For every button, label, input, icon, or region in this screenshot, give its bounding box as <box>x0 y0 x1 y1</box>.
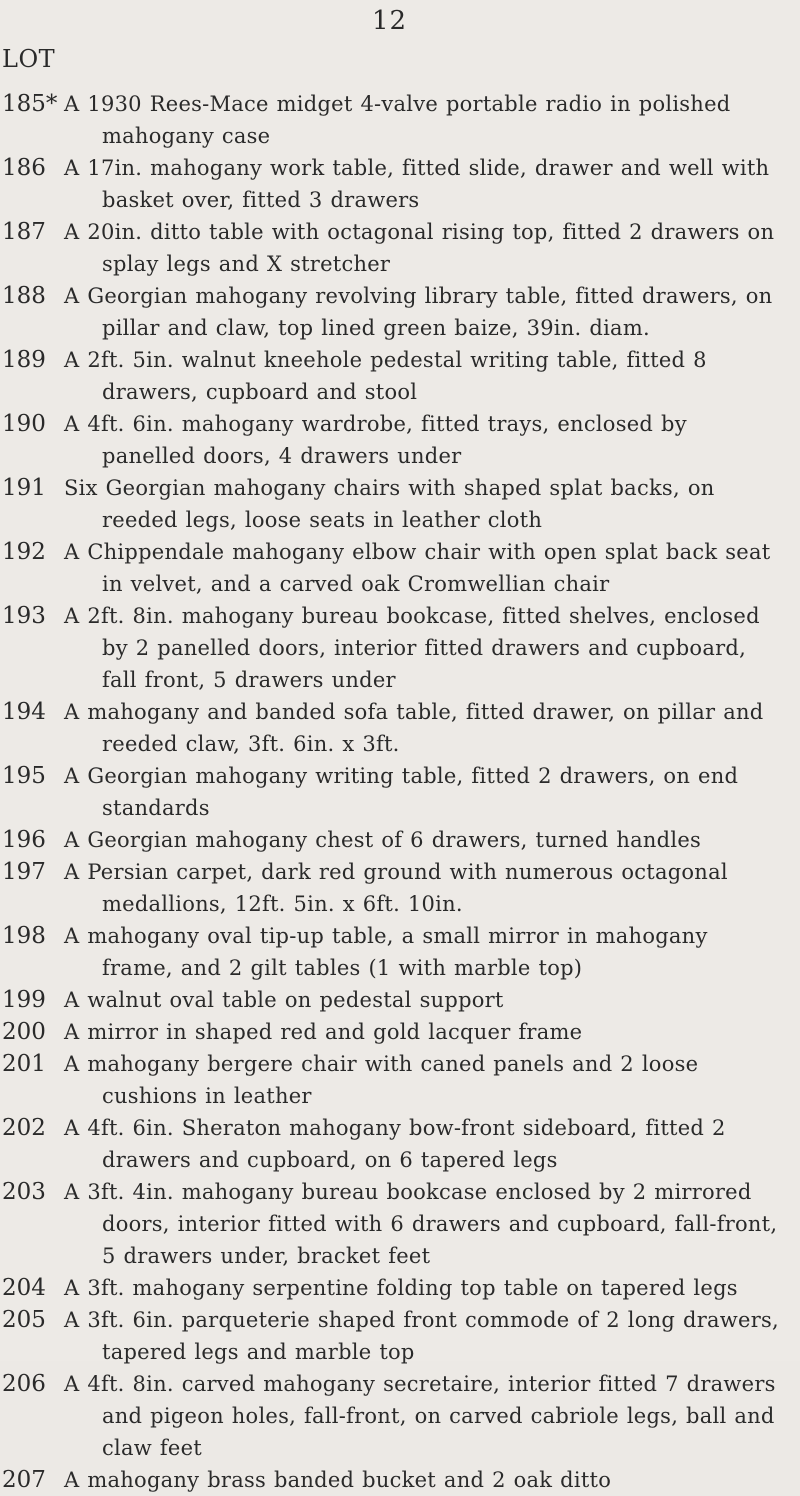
lot-entry <box>0 920 800 984</box>
lot-number: 199 <box>2 987 46 1013</box>
lot-description: A mahogany brass banded bucket and 2 oak ditto <box>64 1468 612 1492</box>
lot-entry <box>0 1048 800 1112</box>
lot-description: A Persian carpet, dark red ground with numerous octagonal medallions, 12ft. 5in. x 6ft. 10in. <box>64 860 728 916</box>
lot-number: 193 <box>2 603 46 629</box>
lot-description: A mahogany bergere chair with caned panels and 2 loose cushions in leather <box>64 1052 699 1108</box>
lot-entry <box>0 472 800 536</box>
lot-number: 195 <box>2 763 46 789</box>
lot-number: 203 <box>2 1179 46 1205</box>
lot-entry <box>0 600 800 696</box>
lot-number: 197 <box>2 859 46 885</box>
lot-number: 191 <box>2 475 46 501</box>
lot-number: 188 <box>2 283 46 309</box>
lot-list <box>0 88 800 1496</box>
lot-entry <box>0 1112 800 1176</box>
lot-description: A 17in. mahogany work table, fitted slide, drawer and well with basket over, fitted 3 drawers <box>64 156 770 212</box>
lot-description: A 4ft. 6in. mahogany wardrobe, fitted trays, enclosed by panelled doors, 4 drawers under <box>64 412 687 468</box>
lot-entry <box>0 536 800 600</box>
lot-entry <box>0 344 800 408</box>
lot-description: A walnut oval table on pedestal support <box>64 988 504 1012</box>
lot-entry <box>0 152 800 216</box>
lot-description: A 2ft. 8in. mahogany bureau bookcase, fitted shelves, enclosed by 2 panelled doors, interior fitted drawers and cupboard, fall front, 5 drawers under <box>64 604 760 692</box>
lot-number: 207 <box>2 1467 46 1493</box>
lot-description: A mahogany oval tip-up table, a small mirror in mahogany frame, and 2 gilt tables (1 with marble top) <box>64 924 708 980</box>
lot-description: A 4ft. 6in. Sheraton mahogany bow-front sideboard, fitted 2 drawers and cupboard, on 6 tapered legs <box>64 1116 726 1172</box>
lot-description: A 4ft. 8in. carved mahogany secretaire, interior fitted 7 drawers and pigeon holes, fall-front, on carved cabriole legs, ball and claw feet <box>64 1372 776 1460</box>
lot-description: A Georgian mahogany revolving library table, fitted drawers, on pillar and claw, top lined green baize, 39in. diam. <box>64 284 773 340</box>
lot-entry <box>0 1016 800 1048</box>
lot-entry <box>0 1464 800 1496</box>
lot-entry <box>0 760 800 824</box>
lot-entry <box>0 216 800 280</box>
lot-entry <box>0 696 800 760</box>
lot-entry <box>0 824 800 856</box>
lot-entry <box>0 1304 800 1368</box>
lot-number: 189 <box>2 347 46 373</box>
lot-description: A Chippendale mahogany elbow chair with open splat back seat in velvet, and a carved oak Cromwellian chair <box>64 540 771 596</box>
lot-number: 200 <box>2 1019 46 1045</box>
lot-description: Six Georgian mahogany chairs with shaped splat backs, on reeded legs, loose seats in leather cloth <box>64 476 715 532</box>
lot-description: A mahogany and banded sofa table, fitted drawer, on pillar and reeded claw, 3ft. 6in. x 3ft. <box>64 700 764 756</box>
lot-number: 187 <box>2 219 46 245</box>
lot-number: 206 <box>2 1371 46 1397</box>
lot-description: A Georgian mahogany writing table, fitted 2 drawers, on end standards <box>64 764 739 820</box>
lot-description: A 20in. ditto table with octagonal rising top, fitted 2 drawers on splay legs and X stretcher <box>64 220 775 276</box>
lot-entry <box>0 1272 800 1304</box>
lot-number: 185* <box>2 91 58 117</box>
lot-entry <box>0 1176 800 1272</box>
lot-description: A 1930 Rees-Mace midget 4-valve portable radio in polished mahogany case <box>64 92 731 148</box>
lot-entry <box>0 856 800 920</box>
lot-description: A 3ft. mahogany serpentine folding top table on tapered legs <box>64 1276 738 1300</box>
lot-description: A 2ft. 5in. walnut kneehole pedestal writing table, fitted 8 drawers, cupboard and stool <box>64 348 707 404</box>
lot-number: 186 <box>2 155 46 181</box>
lot-entry <box>0 88 800 152</box>
lot-description: A mirror in shaped red and gold lacquer frame <box>64 1020 583 1044</box>
page-number: 12 <box>372 6 408 36</box>
lot-number: 196 <box>2 827 46 853</box>
lot-number: 194 <box>2 699 46 725</box>
lot-number: 202 <box>2 1115 46 1141</box>
lot-description: A 3ft. 4in. mahogany bureau bookcase enclosed by 2 mirrored doors, interior fitted with 6 drawers and cupboard, fall-front, 5 drawers under, bracket feet <box>64 1180 778 1268</box>
lot-entry <box>0 1368 800 1464</box>
lot-number: 198 <box>2 923 46 949</box>
lot-number: 201 <box>2 1051 46 1077</box>
lot-description: A Georgian mahogany chest of 6 drawers, turned handles <box>64 828 702 852</box>
lot-description: A 3ft. 6in. parqueterie shaped front commode of 2 long drawers, tapered legs and marble top <box>64 1308 779 1364</box>
lot-entry <box>0 408 800 472</box>
lot-number: 192 <box>2 539 46 565</box>
lot-column-heading: LOT <box>2 45 56 73</box>
lot-entry <box>0 280 800 344</box>
lot-entry <box>0 984 800 1016</box>
lot-number: 190 <box>2 411 46 437</box>
lot-number: 204 <box>2 1275 46 1301</box>
lot-number: 205 <box>2 1307 46 1333</box>
